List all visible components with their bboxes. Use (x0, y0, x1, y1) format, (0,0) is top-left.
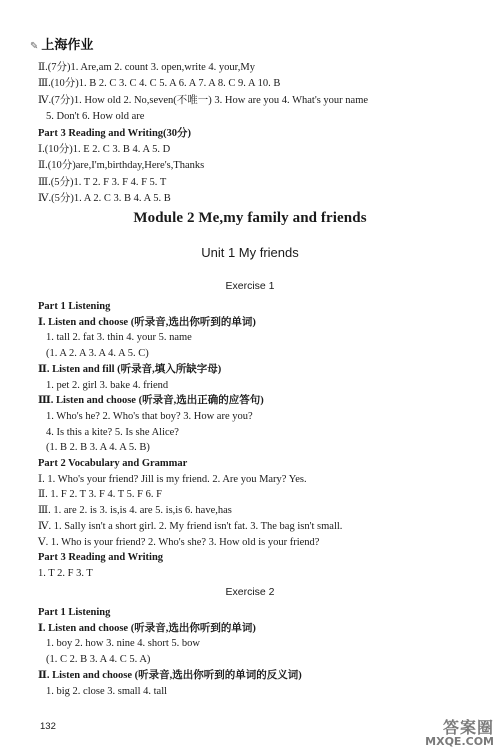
answer-line: Ⅱ.(10分)are,I'm,birthday,Here's,Thanks (38, 160, 205, 172)
page-number: 132 (40, 721, 56, 732)
answer-line: Part 3 Reading and Writing(30分) (38, 127, 192, 139)
answer-line: Ⅰ.(10分)1. E 2. C 3. B 4. A 5. D (38, 144, 171, 155)
answer-line: Ⅳ. 1. Sally isn't a short girl. 2. My friend isn't fat. 3. The bag isn't small. (38, 520, 343, 532)
answer-line: 4. Is this a kite? 5. Is she Alice? (46, 426, 179, 438)
logo-decoration-icon: ✎ (30, 41, 39, 52)
answer-line: Part 1 Listening (38, 301, 111, 312)
answer-line: Ⅱ.(7分)1. Are,am 2. count 3. open,write 4. your,My (38, 62, 255, 73)
exercise-2-title: Exercise 2 (225, 586, 275, 598)
answer-line: 5. Don't 6. How old are (46, 111, 145, 123)
watermark (425, 719, 494, 748)
answer-line: Ⅰ. Listen and choose (听录音,选出你听到的单词) (38, 622, 256, 634)
answer-line: Ⅴ. 1. Who is your friend? 2. Who's she? 3. How old is your friend? (38, 536, 320, 548)
answer-line: Ⅰ. 1. Who's your friend? Jill is my friend. 2. Are you Mary? Yes. (38, 473, 307, 485)
answer-line: 1. big 2. close 3. small 4. tall (46, 685, 168, 697)
exercise-1-title: Exercise 1 (225, 280, 275, 292)
answer-line: (1. A 2. A 3. A 4. A 5. C) (46, 348, 149, 360)
answer-line: 1. Who's he? 2. Who's that boy? 3. How are you? (46, 410, 253, 422)
unit-title: Unit 1 My friends (201, 245, 299, 260)
header-logo (30, 34, 93, 53)
watermark-url: MXQE.COM (425, 735, 494, 748)
answer-line: Ⅳ.(7分)1. How old 2. No,seven(不唯一) 3. How are you 4. What's your name (38, 94, 369, 106)
answer-line: 1. boy 2. how 3. nine 4. short 5. bow (46, 638, 200, 650)
answer-line: Ⅱ. Listen and choose (听录音,选出你听到的单词的反义词) (38, 669, 302, 681)
module-title: Module 2 Me,my family and friends (133, 210, 367, 226)
watermark-text: 答案圈 (442, 718, 494, 737)
answer-line: (1. B 2. B 3. A 4. A 5. B) (46, 442, 150, 454)
answer-line: 1. tall 2. fat 3. thin 4. your 5. name (46, 332, 192, 344)
answer-line: (1. C 2. B 3. A 4. C 5. A) (46, 654, 151, 666)
answer-line: Ⅱ. Listen and fill (听录音,填入所缺字母) (38, 363, 222, 375)
answer-line: 1. T 2. F 3. T (38, 567, 93, 579)
answer-line: 1. pet 2. girl 3. bake 4. friend (46, 379, 169, 391)
answer-line: Ⅱ. 1. F 2. T 3. F 4. T 5. F 6. F (38, 489, 162, 501)
answer-line: Ⅲ. 1. are 2. is 3. is,is 4. are 5. is,is 6. have,has (38, 505, 232, 517)
answer-line: Ⅲ.(10分)1. B 2. C 3. C 4. C 5. A 6. A 7. A 8. C 9. A 10. B (38, 78, 281, 90)
answer-line: Ⅰ. Listen and choose (听录音,选出你听到的单词) (38, 316, 256, 328)
answer-line: Part 2 Vocabulary and Grammar (38, 458, 188, 469)
answer-line: Part 1 Listening (38, 607, 111, 618)
logo-text: 上海作业 (41, 38, 94, 53)
answer-line: Ⅲ.(5分)1. T 2. F 3. F 4. F 5. T (38, 176, 167, 188)
answer-line: Part 3 Reading and Writing (38, 552, 164, 564)
answer-line: Ⅲ. Listen and choose (听录音,选出正确的应答句) (38, 395, 264, 407)
answer-line: Ⅳ.(5分)1. A 2. C 3. B 4. A 5. B (38, 193, 171, 205)
